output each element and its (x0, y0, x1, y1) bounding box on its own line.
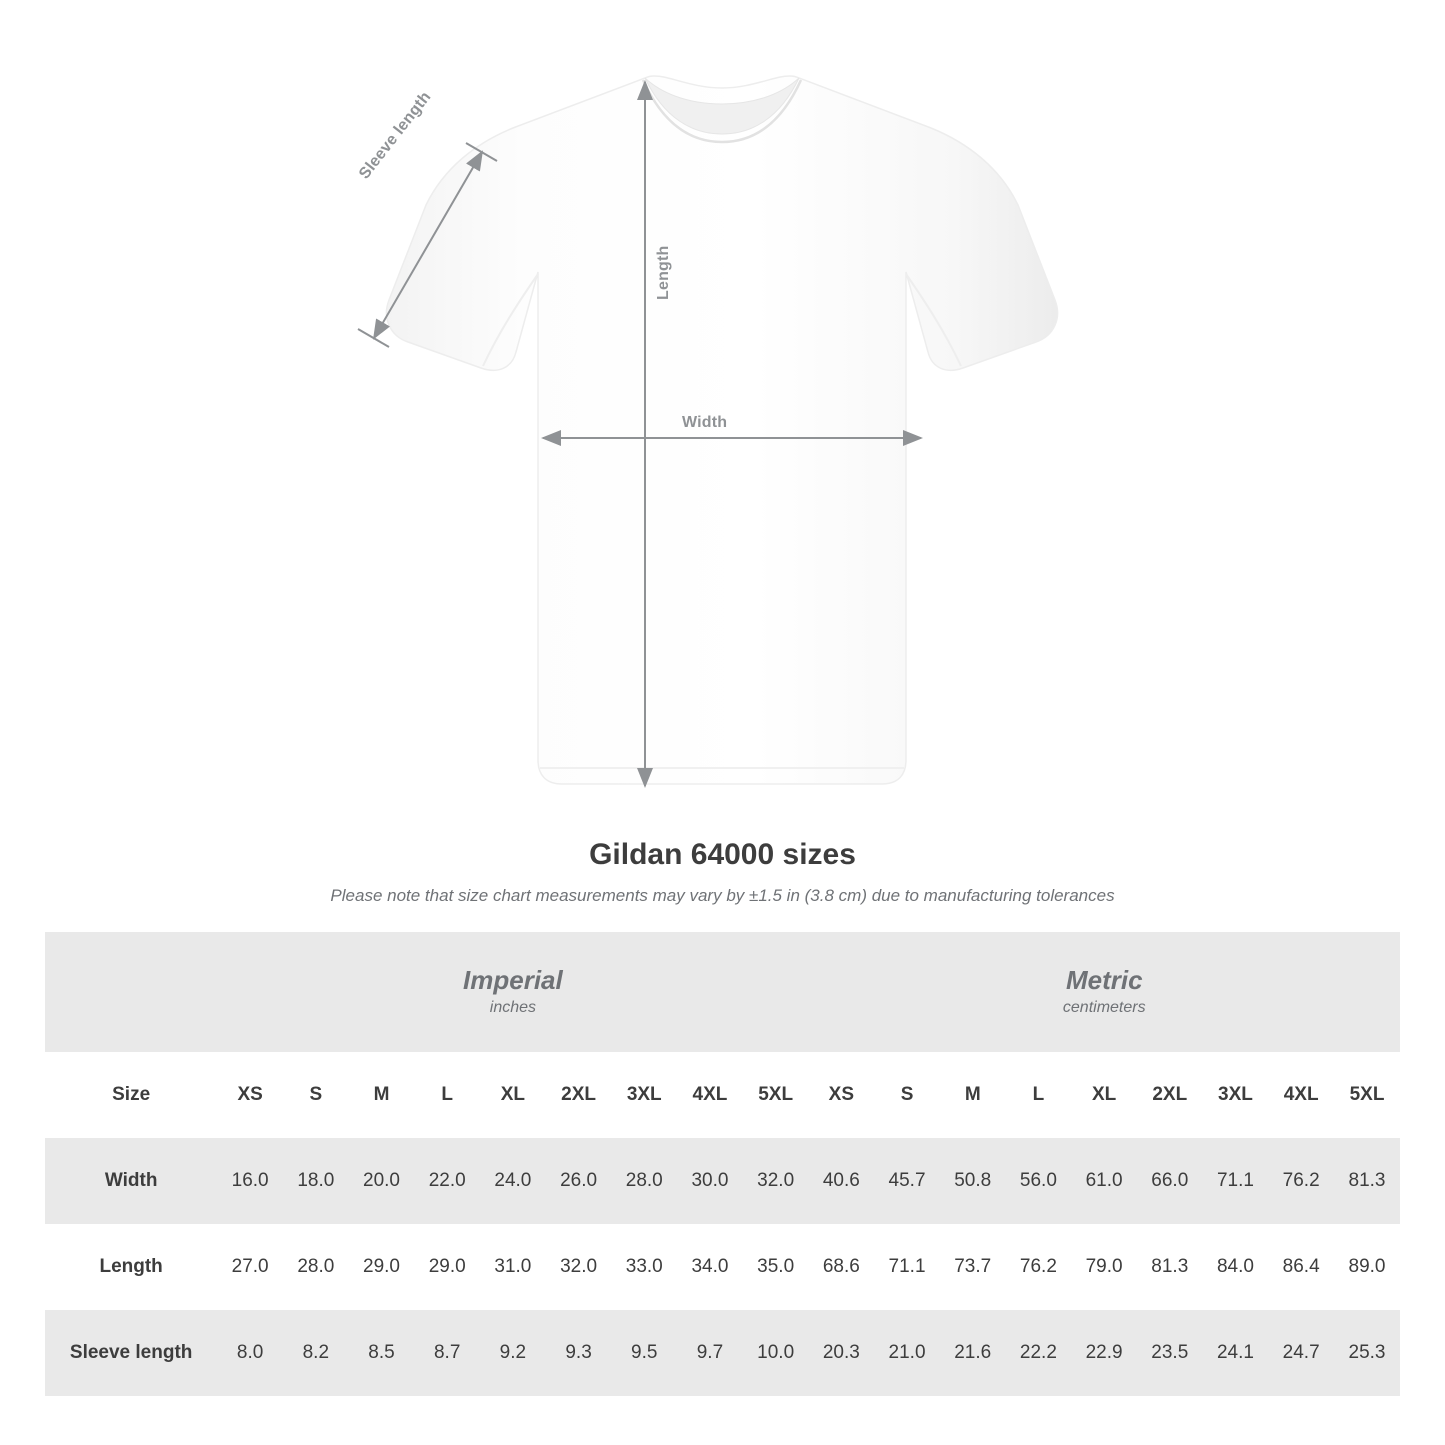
cell-width-imp-7: 30.0 (677, 1138, 743, 1224)
title-block (0, 838, 1445, 906)
size-col-met-1: S (874, 1052, 940, 1138)
cell-width-imp-5: 26.0 (546, 1138, 612, 1224)
cell-sleeve-met-0: 20.3 (809, 1310, 875, 1396)
cell-width-met-3: 56.0 (1006, 1138, 1072, 1224)
cell-length-met-4: 79.0 (1071, 1224, 1137, 1310)
cell-width-met-6: 71.1 (1203, 1138, 1269, 1224)
cell-length-met-2: 73.7 (940, 1224, 1006, 1310)
unit-header-spacer (45, 932, 217, 1052)
cell-width-met-0: 40.6 (809, 1138, 875, 1224)
width-label: Width (682, 414, 728, 431)
unit-group-imperial (217, 932, 808, 1052)
cell-length-imp-1: 28.0 (283, 1224, 349, 1310)
size-col-imp-5: 2XL (546, 1052, 612, 1138)
size-col-met-7: 4XL (1268, 1052, 1334, 1138)
cell-width-imp-4: 24.0 (480, 1138, 546, 1224)
size-chart-table-wrapper (45, 932, 1400, 1396)
unit-group-metric (809, 932, 1400, 1052)
row-header-size: Size (45, 1052, 217, 1138)
size-col-met-3: L (1006, 1052, 1072, 1138)
cell-length-met-5: 81.3 (1137, 1224, 1203, 1310)
cell-width-met-7: 76.2 (1268, 1138, 1334, 1224)
cell-length-imp-3: 29.0 (414, 1224, 480, 1310)
cell-length-met-7: 86.4 (1268, 1224, 1334, 1310)
row-header-width: Width (45, 1138, 217, 1224)
cell-width-imp-8: 32.0 (743, 1138, 809, 1224)
cell-sleeve-met-4: 22.9 (1071, 1310, 1137, 1396)
cell-length-imp-6: 33.0 (611, 1224, 677, 1310)
cell-sleeve-met-8: 25.3 (1334, 1310, 1400, 1396)
cell-length-imp-7: 34.0 (677, 1224, 743, 1310)
cell-width-met-4: 61.0 (1071, 1138, 1137, 1224)
cell-sleeve-imp-7: 9.7 (677, 1310, 743, 1396)
cell-width-imp-0: 16.0 (217, 1138, 283, 1224)
cell-sleeve-imp-1: 8.2 (283, 1310, 349, 1396)
metric-name: Metric (1065, 964, 1143, 995)
cell-length-met-3: 76.2 (1006, 1224, 1072, 1310)
size-col-imp-1: S (283, 1052, 349, 1138)
size-col-imp-6: 3XL (611, 1052, 677, 1138)
size-col-met-5: 2XL (1137, 1052, 1203, 1138)
cell-sleeve-met-1: 21.0 (874, 1310, 940, 1396)
size-col-imp-4: XL (480, 1052, 546, 1138)
size-col-met-6: 3XL (1203, 1052, 1269, 1138)
imperial-sub: inches (489, 999, 537, 1017)
row-header-sleeve-length: Sleeve length (45, 1310, 217, 1396)
size-col-met-2: M (940, 1052, 1006, 1138)
cell-width-imp-1: 18.0 (283, 1138, 349, 1224)
tolerance-note: Please note that size chart measurements may vary by ±1.5 in (3.8 cm) due to manufacturing tolerances (330, 886, 1115, 905)
row-header-length: Length (45, 1224, 217, 1310)
cell-width-met-2: 50.8 (940, 1138, 1006, 1224)
cell-sleeve-imp-5: 9.3 (546, 1310, 612, 1396)
sleeve-length-label: Sleeve length (356, 88, 435, 183)
cell-sleeve-imp-0: 8.0 (217, 1310, 283, 1396)
cell-length-imp-0: 27.0 (217, 1224, 283, 1310)
size-col-met-8: 5XL (1334, 1052, 1400, 1138)
cell-sleeve-met-3: 22.2 (1006, 1310, 1072, 1396)
cell-width-met-5: 66.0 (1137, 1138, 1203, 1224)
cell-sleeve-imp-8: 10.0 (743, 1310, 809, 1396)
imperial-name: Imperial (463, 964, 563, 995)
size-chart-table (45, 932, 1400, 1396)
cell-width-imp-2: 20.0 (349, 1138, 415, 1224)
page-title: Gildan 64000 sizes (589, 838, 856, 871)
size-col-imp-0: XS (217, 1052, 283, 1138)
cell-length-met-8: 89.0 (1334, 1224, 1400, 1310)
size-col-met-0: XS (809, 1052, 875, 1138)
cell-length-imp-4: 31.0 (480, 1224, 546, 1310)
length-label: Length (655, 245, 672, 300)
cell-sleeve-imp-2: 8.5 (349, 1310, 415, 1396)
table-row (45, 1310, 1400, 1396)
cell-width-met-1: 45.7 (874, 1138, 940, 1224)
cell-length-met-6: 84.0 (1203, 1224, 1269, 1310)
cell-length-imp-8: 35.0 (743, 1224, 809, 1310)
size-col-imp-7: 4XL (677, 1052, 743, 1138)
cell-sleeve-imp-3: 8.7 (414, 1310, 480, 1396)
cell-sleeve-imp-4: 9.2 (480, 1310, 546, 1396)
size-col-imp-3: L (414, 1052, 480, 1138)
unit-header-row (45, 932, 1400, 1052)
cell-length-met-1: 71.1 (874, 1224, 940, 1310)
cell-sleeve-met-7: 24.7 (1268, 1310, 1334, 1396)
cell-sleeve-met-2: 21.6 (940, 1310, 1006, 1396)
size-col-imp-2: M (349, 1052, 415, 1138)
metric-sub: centimeters (1062, 999, 1146, 1017)
cell-sleeve-met-6: 24.1 (1203, 1310, 1269, 1396)
size-col-imp-8: 5XL (743, 1052, 809, 1138)
cell-width-met-8: 81.3 (1334, 1138, 1400, 1224)
cell-width-imp-3: 22.0 (414, 1138, 480, 1224)
table-row (45, 1138, 1400, 1224)
cell-width-imp-6: 28.0 (611, 1138, 677, 1224)
table-row (45, 1224, 1400, 1310)
cell-length-met-0: 68.6 (809, 1224, 875, 1310)
size-col-met-4: XL (1071, 1052, 1137, 1138)
cell-length-imp-2: 29.0 (349, 1224, 415, 1310)
size-header-row (45, 1052, 1400, 1138)
cell-sleeve-met-5: 23.5 (1137, 1310, 1203, 1396)
cell-sleeve-imp-6: 9.5 (611, 1310, 677, 1396)
cell-length-imp-5: 32.0 (546, 1224, 612, 1310)
